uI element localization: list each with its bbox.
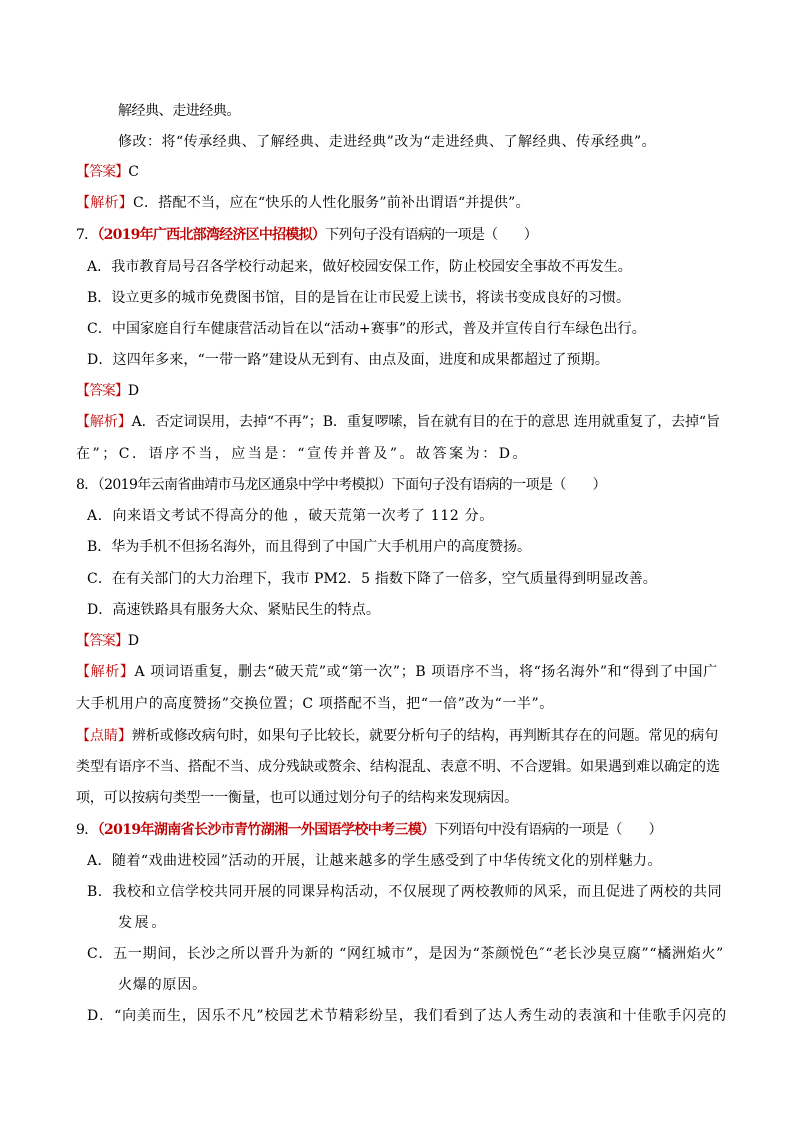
text-run: D．“向美而生，因乐不凡”校园艺术节精彩纷呈，我们看到了达人秀生动的表演和十佳歌手闪亮的: [87, 1008, 728, 1024]
text-line: [76, 757, 720, 777]
text-line: [76, 381, 138, 401]
text-line: [76, 162, 138, 182]
text-line: [76, 225, 537, 245]
text-run: C．五一期间，长沙之所以晋升为新的 “网红城市”，是因为“茶颜悦色″“老长沙臭豆腐”“橘洲焰火”: [87, 946, 725, 962]
text-run: B．华为手机不但扬名海外，而且得到了中国广大手机用户的高度赞扬。: [87, 539, 531, 555]
text-run: A．我市教育局号召各学校行动起来，做好校园安保工作，防止校园安全事故不再发生。: [87, 259, 632, 275]
text-line: [87, 288, 630, 308]
text-run: 下列句子没有语病的一项是（ ）: [325, 227, 538, 243]
text-run: 8．（2019年云南省曲靖市马龙区通泉中学中考模拟）下面句子没有语病的一项是（ ）: [76, 477, 606, 493]
text-run: 9．: [76, 822, 98, 838]
section-label: 【答案】: [76, 383, 128, 399]
text-run: 在”；C．语序不当，应当是：“宣传并普及”。故答案为：D。: [76, 446, 530, 462]
text-run: C．搭配不当，应在“快乐的人性化服务”前补出谓语“并提供”。: [133, 195, 530, 211]
text-line: [76, 820, 662, 840]
text-line: [87, 1006, 727, 1026]
text-run: 大手机用户的高度赞扬”交换位置；C 项搭配不当，把“一倍”改为“一半”。: [76, 696, 554, 712]
text-run: A．否定词误用，去掉“不再”；B．重复啰嗦，旨在就有目的在于的意思 连用就重复了，去掉“旨: [131, 414, 720, 430]
text-run: 解经典、走进经典。: [118, 103, 241, 119]
text-run: 辨析或修改病句时，如果句子比较长，就要分析句子的结构，再判断其存在的问题。常见的病句: [131, 728, 719, 744]
text-line: [76, 726, 718, 746]
section-label: 【答案】: [76, 633, 128, 649]
question-source: （2019年湖南省长沙市青竹湖湘一外国语学校中考三模）: [97, 822, 435, 838]
section-label: 【解析】: [76, 664, 135, 680]
text-line: [76, 412, 720, 432]
text-line: [87, 944, 724, 964]
text-line: [118, 975, 207, 995]
text-line: [87, 600, 380, 620]
text-line: [76, 444, 529, 464]
text-run: B．设立更多的城市免费图书馆，目的是旨在让市民爱上读书，将读书变成良好的习惯。: [87, 290, 631, 306]
text-line: [87, 350, 609, 370]
text-run: 发展。: [118, 915, 169, 931]
text-line: [76, 475, 606, 495]
text-line: [87, 851, 662, 871]
text-line: [118, 913, 168, 933]
text-run: D．高速铁路具有服务大众、紧贴民生的特点。: [87, 602, 380, 618]
text-run: A 项词语重复，删去“破天荒”或“第一次”；B 项语序不当，将“扬名海外”和“得到了中国广: [134, 664, 718, 680]
text-run: 类型有语序不当、搭配不当、成分残缺或赘余、结构混乱、表意不明、不合逻辑。如果遇到难以确定的选: [76, 759, 720, 775]
text-line: [76, 662, 718, 682]
text-run: C．在有关部门的大力治理下，我市 PM2．5 指数下降了一倍多，空气质量得到明显改善。: [87, 571, 657, 587]
text-line: [87, 506, 494, 526]
text-run: 下列语句中没有语病的一项是（ ）: [434, 822, 662, 838]
text-run: D: [127, 633, 138, 649]
question-source: （2019年广西北部湾经济区中招模拟）: [97, 227, 326, 243]
text-line: [76, 788, 518, 808]
text-run: C．中国家庭自行车健康营活动旨在以“活动+赛事”的形式，普及并宣传自行车绿色出行。: [87, 321, 646, 337]
section-label: 【解析】: [76, 414, 132, 430]
section-label: 【点睛】: [76, 728, 132, 744]
text-line: [87, 257, 632, 277]
text-run: C: [128, 164, 139, 180]
text-run: B．我校和立信学校共同开展的同课异构活动，不仅展现了两校教师的风采，而且促进了两校的共同: [87, 884, 723, 900]
section-label: 【答案】: [76, 164, 129, 180]
text-run: A．随着“戏曲进校园”活动的开展，让越来越多的学生感受到了中华传统文化的别样魅力。: [87, 853, 662, 869]
text-line: [76, 694, 554, 714]
text-line: [118, 101, 240, 121]
text-line: [87, 537, 531, 557]
section-label: 【解析】: [76, 195, 133, 211]
text-line: [76, 193, 530, 213]
text-run: 修改：将“传承经典、了解经典、走进经典”改为“走进经典、了解经典、传承经典”。: [118, 134, 657, 150]
text-run: 项，可以按病句类型一一衡量，也可以通过划分句子的结构来发现病因。: [76, 790, 518, 806]
text-run: A．向来语文考试不得高分的他 ，破天荒第一次考了 112 分。: [87, 508, 494, 524]
text-line: [76, 631, 138, 651]
text-run: D．这四年多来，“一带一路”建设从无到有、由点及面，进度和成果都超过了预期。: [87, 352, 609, 368]
text-line: [87, 319, 646, 339]
text-line: [87, 569, 657, 589]
text-line: [118, 132, 656, 152]
text-run: 火爆的原因。: [118, 977, 207, 993]
text-run: 7．: [76, 227, 98, 243]
text-line: [87, 882, 722, 902]
text-run: D: [127, 383, 138, 399]
